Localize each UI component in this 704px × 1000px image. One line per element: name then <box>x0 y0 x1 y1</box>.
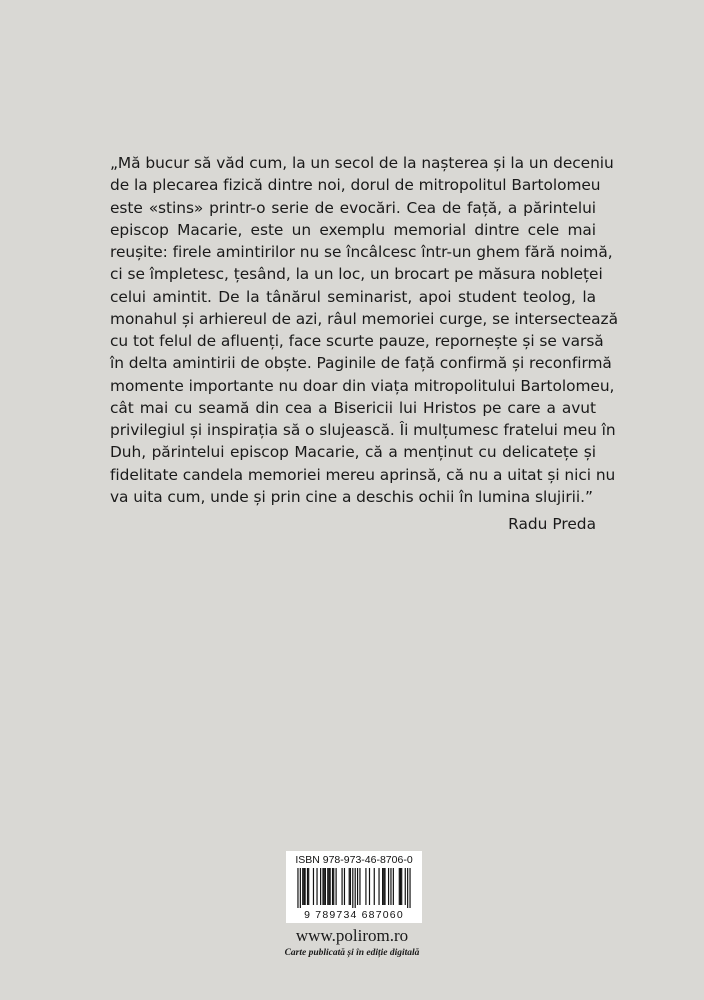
barcode-bar <box>344 868 345 905</box>
barcode-bar <box>325 868 326 905</box>
barcode-bar <box>401 868 402 905</box>
barcode-bar <box>359 868 360 905</box>
barcode-bar <box>355 868 356 908</box>
barcode-bar <box>333 868 334 905</box>
barcode-bar <box>322 868 323 905</box>
quote-line: fidelitate candela memoriei mereu aprinsă, că nu a uitat și nici nu <box>110 465 616 484</box>
quote-line: este «stins» printr-o serie de evocări. Cea de față, a părintelui <box>110 198 596 217</box>
barcode-bars <box>292 868 416 908</box>
barcode-bar <box>336 868 337 905</box>
barcode-bar <box>316 868 317 905</box>
quote-line: reușite: firele amintirilor nu se încâlcesc într-un ghem fără noimă, <box>110 243 613 261</box>
barcode-bar <box>308 868 309 905</box>
barcode-bar <box>378 868 379 905</box>
barcode-bar <box>393 868 394 905</box>
quote-line: de la plecarea fizică dintre noi, dorul de mitropolitul Bartolomeu <box>110 176 601 195</box>
barcode-bar <box>383 868 384 905</box>
quote-line: celui amintit. De la tânărul seminarist, apoi student teolog, la <box>110 287 596 306</box>
quote-line: cu tot felul de afluenți, face scurte pauze, repornește și se varsă <box>110 332 604 350</box>
quote-line: monahul și arhiereul de azi, râul memoriei curge, se intersectează <box>110 309 618 328</box>
isbn-barcode <box>286 851 422 923</box>
barcode-bar <box>365 868 366 905</box>
barcode-bar <box>382 868 383 905</box>
quote-line: cât mai cu seamă din cea a Bisericii lui Hristos pe care a avut <box>110 398 596 417</box>
barcode-bar <box>407 868 408 908</box>
isbn-label: ISBN 978-973-46-8706-0 <box>295 854 413 866</box>
barcode-bar <box>305 868 306 905</box>
barcode-bar <box>313 868 314 905</box>
barcode-bar <box>399 868 400 905</box>
barcode-bar <box>341 868 342 905</box>
barcode-bar <box>300 868 301 908</box>
barcode-bar <box>409 868 410 908</box>
quote-line: momente importante nu doar din viața mitropolitului Bartolomeu, <box>110 376 615 395</box>
barcode-bar <box>352 868 353 908</box>
publisher-website: www.polirom.ro <box>295 926 409 945</box>
barcode-bar <box>303 868 304 905</box>
barcode-bar <box>357 868 358 905</box>
quote-line: privilegiul și inspirația să o slujească. Îi mulțumesc fratelui meu în <box>110 421 616 439</box>
barcode-bar <box>332 868 333 905</box>
barcode-bar <box>388 868 389 905</box>
barcode-bar <box>307 868 308 905</box>
barcode-bar <box>330 868 331 905</box>
quote-line: în delta amintirii de obște. Paginile de față confirmă și reconfirmă <box>110 354 612 373</box>
barcode-bar <box>384 868 385 905</box>
barcode-bar <box>374 868 375 905</box>
barcode-digits: 9 789734 687060 <box>304 909 404 921</box>
quote-line: „Mă bucur să văd cum, la un secol de la nașterea și la un deceniu <box>110 154 614 172</box>
barcode-bar <box>400 868 401 905</box>
quote-line: episcop Macarie, este un exemplu memorial dintre cele mai <box>110 220 596 239</box>
barcode-bar <box>369 868 370 905</box>
barcode-bar <box>328 868 329 905</box>
back-cover-quote <box>110 152 618 508</box>
quote-line: Duh, părintelui episcop Macarie, că a menținut cu delicatețe și <box>110 443 596 462</box>
barcode-bar <box>302 868 303 905</box>
barcode-bar <box>320 868 321 905</box>
barcode-bar <box>327 868 328 905</box>
barcode-bar <box>349 868 350 905</box>
publisher-tagline: Carte publicată și în ediție digitală <box>284 948 420 958</box>
quote-line: ci se împletesc, țesând, la un loc, un brocart pe măsura nobleței <box>110 265 603 284</box>
barcode-bar <box>405 868 406 905</box>
quote-line: va uita cum, unde și prin cine a deschis ochii în lumina slujirii.” <box>110 487 593 506</box>
barcode-bar <box>324 868 325 905</box>
barcode-bar <box>390 868 391 905</box>
barcode-bar <box>350 868 351 905</box>
barcode-bar <box>297 868 298 908</box>
quote-author: Radu Preda <box>508 515 596 533</box>
